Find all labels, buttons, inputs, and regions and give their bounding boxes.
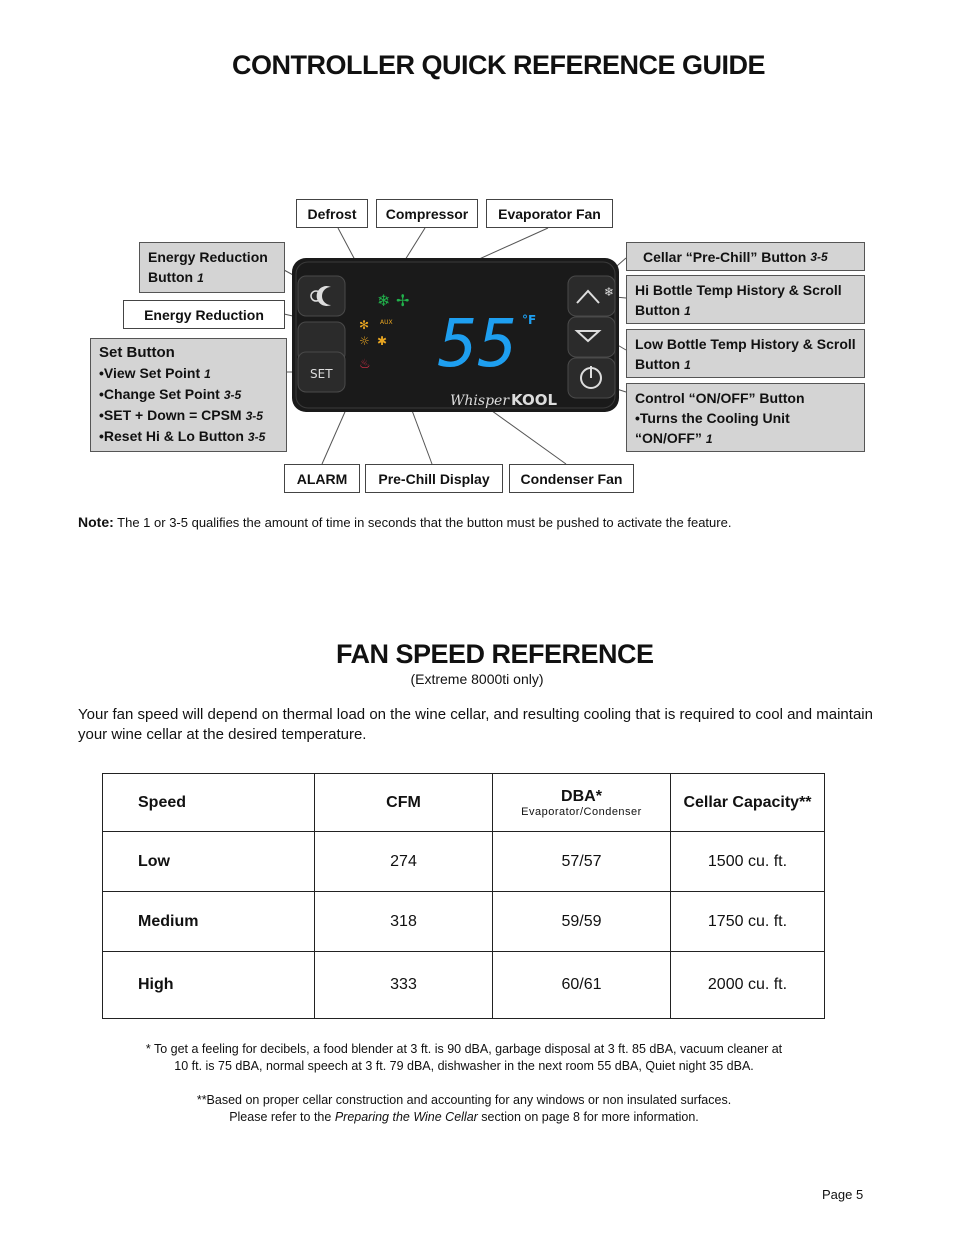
label-compressor: Compressor bbox=[376, 199, 478, 228]
fan-indicator-icon: ✢ bbox=[396, 291, 410, 310]
header-dba-text: DBA* bbox=[561, 787, 602, 805]
control-onoff-line1: Control “ON/OFF” Button bbox=[635, 390, 805, 406]
set-item-num: 3-5 bbox=[245, 409, 263, 423]
footnote-capacity-italic: Preparing the Wine Cellar bbox=[334, 1110, 478, 1124]
set-button-title: Set Button bbox=[99, 344, 175, 361]
set-item: •View Set Point bbox=[99, 365, 201, 381]
alarm-indicator-icon: ♨ bbox=[359, 357, 371, 372]
table-row bbox=[103, 832, 825, 892]
temperature-display: 55 bbox=[438, 305, 518, 382]
footnote-capacity-post: section on page 8 for more information. bbox=[477, 1110, 699, 1124]
cell-cfm: 274 bbox=[315, 832, 493, 892]
cell-dba: 57/57 bbox=[493, 832, 671, 892]
control-onoff-line3: “ON/OFF” bbox=[635, 430, 702, 446]
footnote-decibels-line1: * To get a feeling for decibels, a food blender at 3 ft. is 90 dBA, garbage disposal at 3 ft. 85 dBA, vacuum cleaner at bbox=[145, 1042, 783, 1056]
compressor-indicator-icon: ❄ bbox=[377, 291, 391, 310]
label-energy-reduction: Energy Reduction bbox=[123, 300, 285, 329]
defrost-indicator-icon: ✻ bbox=[359, 318, 370, 332]
aux-indicator: AUX bbox=[380, 319, 393, 326]
low-bottle-num: 1 bbox=[684, 358, 691, 372]
footnote-decibels-line2: 10 ft. is 75 dBA, normal speech at 3 ft. 79 dBA, dishwasher in the next room 55 dBA, Quiet night 35 dBA. bbox=[174, 1059, 754, 1073]
cell-capacity: 1500 cu. ft. bbox=[671, 832, 825, 892]
snowflake-icon: ❄ bbox=[604, 285, 615, 299]
footnote-capacity-pre: Please refer to the bbox=[229, 1110, 335, 1124]
set-item: •Change Set Point bbox=[99, 386, 220, 402]
note-label: Note: bbox=[78, 514, 114, 530]
set-item-num: 1 bbox=[204, 367, 211, 381]
fan-speed-table bbox=[102, 773, 825, 1019]
cell-capacity: 1750 cu. ft. bbox=[671, 892, 825, 952]
cell-speed: Medium bbox=[103, 892, 315, 952]
hi-bottle-line1: Hi Bottle Temp History & Scroll bbox=[635, 282, 842, 298]
header-capacity: Cellar Capacity** bbox=[671, 774, 825, 832]
cellar-prechill-text: Cellar “Pre-Chill” Button bbox=[643, 248, 807, 265]
table-header-row bbox=[103, 774, 825, 832]
low-bottle-line2: Button bbox=[635, 356, 681, 372]
set-item-num: 3-5 bbox=[223, 388, 242, 402]
cell-dba: 59/59 bbox=[493, 892, 671, 952]
brand-whisper: Whisper bbox=[450, 393, 510, 409]
label-condenser-fan: Condenser Fan bbox=[509, 464, 634, 493]
label-energy-reduction-button bbox=[139, 242, 285, 293]
intro-paragraph: Your fan speed will depend on thermal load on the wine cellar, and resulting cooling that is required to cool and maintain your wine cellar at the desired temperature. bbox=[78, 706, 873, 743]
brand-kool: KOOL bbox=[511, 391, 558, 409]
fan-speed-subtitle: (Extreme 8000ti only) bbox=[410, 671, 544, 687]
unit-indicator: °F bbox=[522, 313, 537, 327]
footnote-capacity bbox=[0, 1092, 928, 1126]
label-evaporator-fan: Evaporator Fan bbox=[486, 199, 613, 228]
page-title: CONTROLLER QUICK REFERENCE GUIDE bbox=[232, 50, 766, 80]
table-row bbox=[103, 952, 825, 1019]
cell-speed: High bbox=[103, 952, 315, 1019]
condenser-indicator-icon: ✱ bbox=[377, 334, 388, 348]
table-row bbox=[103, 892, 825, 952]
note-text: The 1 or 3-5 qualifies the amount of time in seconds that the button must be pushed to activate the feature. bbox=[117, 515, 732, 530]
fan-speed-title: FAN SPEED REFERENCE bbox=[336, 639, 654, 669]
label-cellar-prechill bbox=[626, 242, 865, 271]
hi-bottle-line2: Button bbox=[635, 302, 681, 318]
energy-reduction-num: 1 bbox=[197, 271, 204, 285]
label-prechill-display: Pre-Chill Display bbox=[365, 464, 503, 493]
energy-indicator-icon: ☼ bbox=[359, 334, 370, 348]
page-number: Page 5 bbox=[822, 1187, 864, 1202]
label-hi-bottle bbox=[626, 275, 865, 324]
label-alarm: ALARM bbox=[284, 464, 360, 493]
hi-bottle-num: 1 bbox=[684, 304, 691, 318]
low-bottle-line1: Low Bottle Temp History & Scroll bbox=[635, 336, 856, 352]
cell-capacity: 2000 cu. ft. bbox=[671, 952, 825, 1019]
header-speed: Speed bbox=[103, 774, 315, 832]
set-item: •Reset Hi & Lo Button bbox=[99, 428, 244, 444]
set-key-label: SET bbox=[310, 367, 333, 381]
label-set-button bbox=[90, 338, 287, 452]
label-control-onoff bbox=[626, 383, 865, 452]
label-low-bottle bbox=[626, 329, 865, 378]
control-onoff-num: 1 bbox=[705, 432, 713, 446]
cell-speed: Low bbox=[103, 832, 315, 892]
set-item: •SET + Down = CPSM bbox=[99, 407, 242, 423]
footnote-decibels bbox=[0, 1041, 928, 1075]
header-dba bbox=[493, 774, 671, 832]
header-dba-sub: Evaporator/Condenser bbox=[521, 805, 642, 818]
control-onoff-line2: •Turns the Cooling Unit bbox=[635, 410, 790, 426]
header-cfm: CFM bbox=[315, 774, 493, 832]
set-item-num: 3-5 bbox=[247, 430, 266, 444]
cell-cfm: 318 bbox=[315, 892, 493, 952]
cellar-prechill-num: 3-5 bbox=[810, 249, 828, 264]
cell-dba: 60/61 bbox=[493, 952, 671, 1019]
label-defrost: Defrost bbox=[296, 199, 368, 228]
energy-reduction-line1: Energy Reduction bbox=[148, 249, 268, 265]
footnote-capacity-line1: **Based on proper cellar construction and accounting for any windows or non insulated surfaces. bbox=[196, 1093, 732, 1107]
energy-reduction-line2: Button bbox=[148, 269, 194, 285]
cell-cfm: 333 bbox=[315, 952, 493, 1019]
note bbox=[78, 514, 731, 530]
